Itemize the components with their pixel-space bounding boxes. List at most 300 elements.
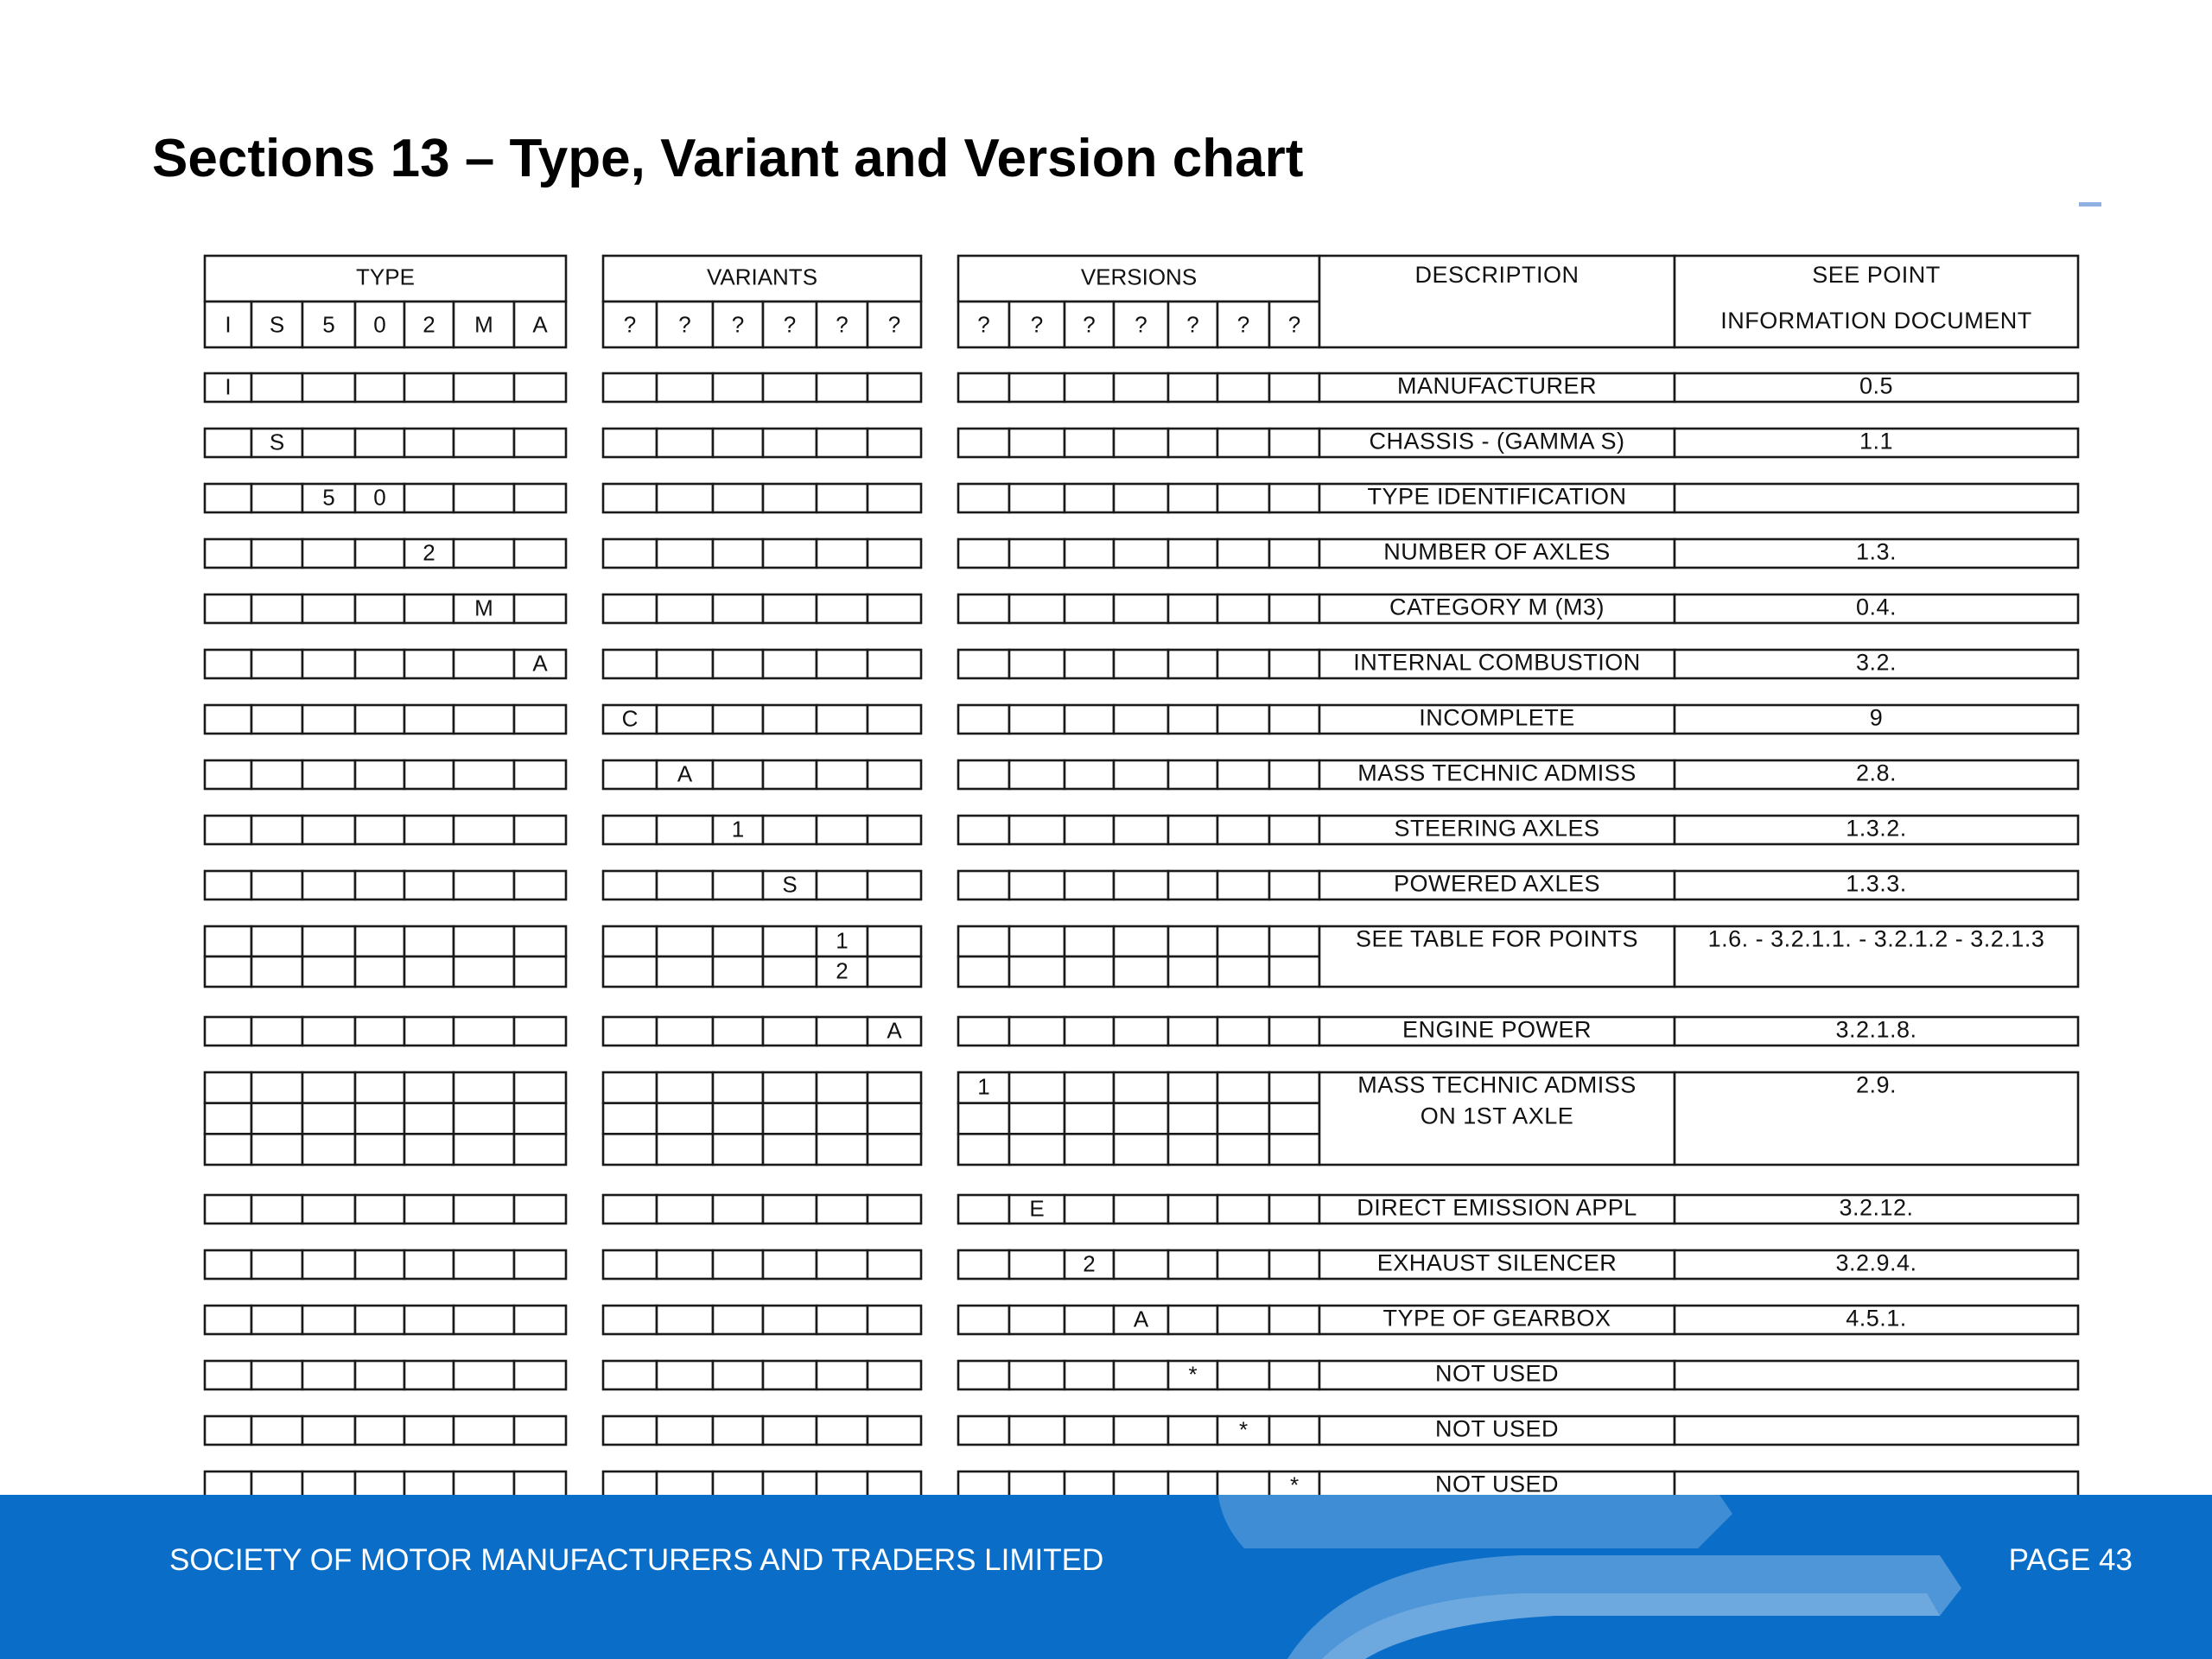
row-14-see-point: 3.2.12.: [1839, 1194, 1914, 1221]
row-4-variants-cell: [713, 539, 763, 568]
row-13-variants-cell: [868, 1072, 921, 1103]
row-8-type-cell: [514, 760, 566, 789]
row-6-type-cell: [251, 650, 302, 678]
row-13-type-cell: [404, 1072, 454, 1103]
row-6-variants-cell: [817, 650, 868, 678]
row-13-variants-cell: [713, 1134, 763, 1165]
row-2-versions-cell: [1065, 429, 1114, 457]
row-4-versions-cell: [1009, 539, 1065, 568]
row-1-versions-cell: [1065, 373, 1114, 402]
header-variants-code-char: ?: [887, 311, 901, 338]
row-2-mark-type: S: [269, 429, 285, 455]
header-type-code-char: S: [269, 311, 285, 338]
header-variants-code-char: ?: [623, 311, 637, 338]
row-11-versions-cell: [1168, 926, 1217, 957]
row-2-variants-cell: [868, 429, 921, 457]
row-4-type-cell: [454, 539, 514, 568]
header-type-code-char: 2: [423, 311, 435, 338]
row-17-point-cell: [1675, 1361, 2078, 1389]
row-11-versions-cell: [1065, 957, 1114, 987]
row-9-description: STEERING AXLES: [1394, 815, 1600, 842]
row-19-type-cell: [514, 1471, 566, 1495]
row-17-type-cell: [251, 1361, 302, 1389]
row-7-versions-cell: [1217, 705, 1269, 734]
row-9-versions-cell: [1009, 816, 1065, 844]
row-13-variants-cell: [763, 1103, 817, 1135]
row-4-versions-cell: [1168, 539, 1217, 568]
row-6-variants-cell: [868, 650, 921, 678]
row-11-versions-cell: [1217, 926, 1269, 957]
row-12-variants-cell: [603, 1017, 657, 1046]
row-13-type-cell: [355, 1134, 404, 1165]
row-3-variants-cell: [763, 484, 817, 512]
row-18-variants-cell: [817, 1416, 868, 1445]
row-16-type-cell: [205, 1306, 251, 1334]
row-1-type-cell: [404, 373, 454, 402]
row-7-variants-cell: [657, 705, 713, 734]
row-13-variants-cell: [603, 1072, 657, 1103]
row-13-variants-cell: [713, 1072, 763, 1103]
row-14-type-cell: [251, 1195, 302, 1224]
row-6-see-point: 3.2.: [1855, 649, 1897, 676]
row-13-versions-cell: [1168, 1134, 1217, 1165]
row-14-versions-cell: [1065, 1195, 1114, 1224]
row-2-versions-cell: [1269, 429, 1319, 457]
row-4-versions-cell: [1217, 539, 1269, 568]
row-9-variants-cell: [657, 816, 713, 844]
row-9-versions-cell: [1114, 816, 1168, 844]
row-13-type-cell: [355, 1103, 404, 1135]
row-3-type-cell: [404, 484, 454, 512]
row-13-versions-cell: [1065, 1103, 1114, 1135]
row-8-type-cell: [355, 760, 404, 789]
row-13-type-cell: [205, 1103, 251, 1135]
row-13-variants-cell: [713, 1103, 763, 1135]
row-2-description: CHASSIS - (GAMMA S): [1369, 428, 1625, 454]
footer-bar: [0, 1495, 2212, 1659]
row-13-see-point: 2.9.: [1855, 1071, 1897, 1098]
row-19-versions-cell: [1217, 1471, 1269, 1495]
row-9-mark-variants: 1: [731, 816, 745, 842]
row-13-type-cell: [251, 1072, 302, 1103]
row-7-versions-cell: [1114, 705, 1168, 734]
row-15-description: EXHAUST SILENCER: [1376, 1249, 1618, 1276]
row-9-see-point: 1.3.2.: [1846, 815, 1907, 842]
row-14-type-cell: [205, 1195, 251, 1224]
row-13-type-cell: [251, 1103, 302, 1135]
row-8-versions-cell: [1114, 760, 1168, 789]
row-16-variants-cell: [603, 1306, 657, 1334]
row-5-versions-cell: [1114, 594, 1168, 623]
row-9-variants-cell: [603, 816, 657, 844]
row-10-versions-cell: [1269, 871, 1319, 899]
row-11-type-cell: [514, 926, 566, 957]
row-9-type-cell: [355, 816, 404, 844]
row-13-variants-cell: [817, 1072, 868, 1103]
row-13-type-cell: [514, 1103, 566, 1135]
header-variants-code-char: ?: [783, 311, 797, 338]
row-7-type-cell: [355, 705, 404, 734]
row-18-type-cell: [205, 1416, 251, 1445]
row-8-type-cell: [302, 760, 355, 789]
row-17-variants-cell: [763, 1361, 817, 1389]
row-5-type-cell: [251, 594, 302, 623]
header-type-code-char: 0: [373, 311, 386, 338]
row-19-description: NOT USED: [1434, 1471, 1560, 1495]
row-7-versions-cell: [1009, 705, 1065, 734]
row-4-variants-cell: [763, 539, 817, 568]
row-13-type-cell: [404, 1103, 454, 1135]
row-16-variants-cell: [657, 1306, 713, 1334]
row-6-type-cell: [205, 650, 251, 678]
footer-organisation: SOCIETY OF MOTOR MANUFACTURERS AND TRADERS LIMITED: [169, 1543, 1104, 1577]
row-16-versions-cell: [958, 1306, 1009, 1334]
row-10-description: POWERED AXLES: [1393, 870, 1601, 897]
row-9-type-cell: [302, 816, 355, 844]
row-17-type-cell: [302, 1361, 355, 1389]
row-12-versions-cell: [1009, 1017, 1065, 1046]
row-17-versions-cell: [958, 1361, 1009, 1389]
row-13-type-cell: [302, 1134, 355, 1165]
row-2-versions-cell: [958, 429, 1009, 457]
row-9-type-cell: [205, 816, 251, 844]
row-16-versions-cell: [1009, 1306, 1065, 1334]
row-15-versions-cell: [1114, 1250, 1168, 1279]
row-12-type-cell: [251, 1017, 302, 1046]
row-2-type-cell: [454, 429, 514, 457]
row-4-description: NUMBER OF AXLES: [1383, 538, 1611, 565]
row-9-versions-cell: [1168, 816, 1217, 844]
row-10-versions-cell: [1065, 871, 1114, 899]
row-18-mark-versions: *: [1238, 1416, 1249, 1443]
row-12-type-cell: [302, 1017, 355, 1046]
row-5-versions-cell: [1269, 594, 1319, 623]
row-6-variants-cell: [657, 650, 713, 678]
row-16-variants-cell: [763, 1306, 817, 1334]
header-type-label: TYPE: [356, 264, 415, 290]
row-1-type-cell: [355, 373, 404, 402]
row-2-versions-cell: [1009, 429, 1065, 457]
row-13-type-cell: [251, 1134, 302, 1165]
row-16-description: TYPE OF GEARBOX: [1382, 1305, 1611, 1332]
row-2-variants-cell: [713, 429, 763, 457]
row-5-type-cell: [404, 594, 454, 623]
row-12-variants-cell: [657, 1017, 713, 1046]
row-13-variants-cell: [603, 1103, 657, 1135]
row-1-versions-cell: [1217, 373, 1269, 402]
row-13-type-cell: [514, 1072, 566, 1103]
header-versions-label: VERSIONS: [1080, 264, 1198, 290]
row-10-variants-cell: [817, 871, 868, 899]
header-description-label: DESCRIPTION: [1414, 262, 1580, 289]
row-4-variants-cell: [603, 539, 657, 568]
row-17-variants-cell: [603, 1361, 657, 1389]
row-16-type-cell: [404, 1306, 454, 1334]
row-11-variants-cell: [657, 926, 713, 957]
row-2-type-cell: [404, 429, 454, 457]
row-17-versions-cell: [1009, 1361, 1065, 1389]
row-8-variants-cell: [868, 760, 921, 789]
row-17-type-cell: [514, 1361, 566, 1389]
row-7-variants-cell: [868, 705, 921, 734]
row-1-type-cell: [454, 373, 514, 402]
row-11-mark-variants: 2: [836, 957, 849, 984]
row-9-variants-cell: [868, 816, 921, 844]
row-2-variants-cell: [817, 429, 868, 457]
row-13-type-cell: [454, 1134, 514, 1165]
row-12-versions-cell: [1168, 1017, 1217, 1046]
row-11-variants-cell: [868, 957, 921, 987]
row-12-mark-variants: A: [887, 1017, 902, 1044]
row-7-versions-cell: [1269, 705, 1319, 734]
row-13-versions-cell: [1217, 1134, 1269, 1165]
row-15-type-cell: [404, 1250, 454, 1279]
row-11-variants-cell: [868, 926, 921, 957]
row-1-versions-cell: [1114, 373, 1168, 402]
row-8-variants-cell: [817, 760, 868, 789]
row-17-versions-cell: [1217, 1361, 1269, 1389]
row-17-versions-cell: [1065, 1361, 1114, 1389]
row-13-versions-cell: [1065, 1072, 1114, 1103]
header-type-code-char: 5: [322, 311, 335, 338]
row-7-variants-cell: [713, 705, 763, 734]
row-11-variants-cell: [603, 957, 657, 987]
row-9-type-cell: [404, 816, 454, 844]
row-8-variants-cell: [603, 760, 657, 789]
row-13-versions-cell: [1009, 1134, 1065, 1165]
row-12-type-cell: [205, 1017, 251, 1046]
row-13-type-cell: [302, 1072, 355, 1103]
row-1-see-point: 0.5: [1859, 372, 1894, 399]
row-19-type-cell: [251, 1471, 302, 1495]
row-8-mark-variants: A: [677, 760, 693, 787]
row-17-versions-cell: [1114, 1361, 1168, 1389]
row-2-variants-cell: [763, 429, 817, 457]
row-4-type-cell: [205, 539, 251, 568]
row-5-versions-cell: [958, 594, 1009, 623]
row-1-type-cell: [514, 373, 566, 402]
row-11-type-cell: [251, 957, 302, 987]
row-18-point-cell: [1675, 1416, 2078, 1445]
row-18-type-cell: [355, 1416, 404, 1445]
row-19-type-cell: [404, 1471, 454, 1495]
row-5-type-cell: [514, 594, 566, 623]
row-13-variants-cell: [657, 1072, 713, 1103]
row-19-mark-versions: *: [1289, 1471, 1300, 1495]
row-3-type-cell: [205, 484, 251, 512]
row-8-versions-cell: [1269, 760, 1319, 789]
row-13-variants-cell: [817, 1103, 868, 1135]
row-19-versions-cell: [1009, 1471, 1065, 1495]
row-3-variants-cell: [603, 484, 657, 512]
row-16-versions-cell: [1217, 1306, 1269, 1334]
row-11-versions-cell: [1114, 926, 1168, 957]
row-11-type-cell: [251, 926, 302, 957]
row-19-versions-cell: [1065, 1471, 1114, 1495]
row-18-versions-cell: [1009, 1416, 1065, 1445]
row-11-versions-cell: [1009, 957, 1065, 987]
row-19-variants-cell: [763, 1471, 817, 1495]
row-13-type-cell: [302, 1103, 355, 1135]
row-10-variants-cell: [603, 871, 657, 899]
row-13-versions-cell: [1217, 1103, 1269, 1135]
row-13-variants-cell: [817, 1134, 868, 1165]
row-17-description: NOT USED: [1434, 1360, 1560, 1387]
row-19-type-cell: [355, 1471, 404, 1495]
row-5-variants-cell: [763, 594, 817, 623]
slide-title: Sections 13 – Type, Variant and Version chart: [152, 129, 1304, 188]
row-9-type-cell: [251, 816, 302, 844]
row-7-type-cell: [454, 705, 514, 734]
row-19-type-cell: [454, 1471, 514, 1495]
row-14-variants-cell: [763, 1195, 817, 1224]
row-3-versions-cell: [1168, 484, 1217, 512]
row-7-type-cell: [205, 705, 251, 734]
row-5-variants-cell: [713, 594, 763, 623]
row-3-variants-cell: [817, 484, 868, 512]
row-4-type-cell: [514, 539, 566, 568]
row-13-versions-cell: [1217, 1072, 1269, 1103]
row-8-versions-cell: [958, 760, 1009, 789]
row-11-versions-cell: [1168, 957, 1217, 987]
row-11-type-cell: [355, 926, 404, 957]
row-6-versions-cell: [1114, 650, 1168, 678]
row-15-versions-cell: [1009, 1250, 1065, 1279]
row-12-type-cell: [404, 1017, 454, 1046]
header-versions-code-char: ?: [977, 311, 990, 338]
row-13-variants-cell: [868, 1134, 921, 1165]
row-18-variants-cell: [603, 1416, 657, 1445]
row-14-variants-cell: [817, 1195, 868, 1224]
row-15-type-cell: [514, 1250, 566, 1279]
row-4-versions-cell: [1269, 539, 1319, 568]
header-versions-code-char: ?: [1135, 311, 1147, 338]
row-8-see-point: 2.8.: [1855, 760, 1897, 786]
row-14-description: DIRECT EMISSION APPL: [1357, 1194, 1637, 1221]
row-3-mark-type: 0: [373, 484, 386, 511]
row-5-versions-cell: [1168, 594, 1217, 623]
row-2-type-cell: [355, 429, 404, 457]
header-info-document-label: INFORMATION DOCUMENT: [1720, 308, 2032, 334]
row-11-variants-cell: [763, 926, 817, 957]
row-11-type-cell: [205, 957, 251, 987]
row-5-mark-type: M: [474, 594, 493, 621]
row-11-versions-cell: [1009, 926, 1065, 957]
row-6-description: INTERNAL COMBUSTION: [1353, 649, 1641, 676]
row-10-versions-cell: [1009, 871, 1065, 899]
row-13-variants-cell: [657, 1103, 713, 1135]
row-10-variants-cell: [657, 871, 713, 899]
row-5-variants-cell: [603, 594, 657, 623]
row-10-type-cell: [404, 871, 454, 899]
row-14-versions-cell: [958, 1195, 1009, 1224]
row-16-variants-cell: [868, 1306, 921, 1334]
row-15-type-cell: [251, 1250, 302, 1279]
row-17-variants-cell: [817, 1361, 868, 1389]
row-10-variants-cell: [713, 871, 763, 899]
row-6-type-cell: [454, 650, 514, 678]
row-17-variants-cell: [657, 1361, 713, 1389]
row-14-variants-cell: [603, 1195, 657, 1224]
row-3-variants-cell: [713, 484, 763, 512]
row-18-type-cell: [302, 1416, 355, 1445]
row-8-versions-cell: [1217, 760, 1269, 789]
row-17-type-cell: [454, 1361, 514, 1389]
row-1-versions-cell: [1009, 373, 1065, 402]
row-5-variants-cell: [657, 594, 713, 623]
header-type-code-char: A: [532, 311, 548, 338]
row-17-type-cell: [205, 1361, 251, 1389]
row-18-variants-cell: [868, 1416, 921, 1445]
row-7-type-cell: [302, 705, 355, 734]
row-8-type-cell: [454, 760, 514, 789]
row-13-type-cell: [205, 1134, 251, 1165]
row-9-type-cell: [454, 816, 514, 844]
row-13-variants-cell: [763, 1072, 817, 1103]
footer-page-number: PAGE 43: [2008, 1543, 2133, 1577]
row-1-mark-type: I: [225, 373, 232, 400]
row-7-description: INCOMPLETE: [1419, 704, 1575, 731]
row-7-type-cell: [251, 705, 302, 734]
row-12-type-cell: [454, 1017, 514, 1046]
row-11-variants-cell: [713, 926, 763, 957]
row-6-versions-cell: [1065, 650, 1114, 678]
row-10-type-cell: [355, 871, 404, 899]
row-8-variants-cell: [763, 760, 817, 789]
row-14-versions-cell: [1168, 1195, 1217, 1224]
row-19-variants-cell: [868, 1471, 921, 1495]
row-10-type-cell: [514, 871, 566, 899]
row-14-type-cell: [355, 1195, 404, 1224]
header-see-point-label: SEE POINT: [1812, 262, 1941, 289]
row-5-type-cell: [302, 594, 355, 623]
row-7-type-cell: [404, 705, 454, 734]
row-15-type-cell: [205, 1250, 251, 1279]
row-11-versions-cell: [958, 957, 1009, 987]
row-5-versions-cell: [1217, 594, 1269, 623]
header-type-code-char: M: [474, 311, 493, 338]
row-1-description: MANUFACTURER: [1396, 372, 1598, 399]
row-6-variants-cell: [713, 650, 763, 678]
row-19-versions-cell: [958, 1471, 1009, 1495]
row-8-type-cell: [251, 760, 302, 789]
row-7-variants-cell: [763, 705, 817, 734]
row-15-mark-versions: 2: [1083, 1250, 1096, 1277]
row-4-type-cell: [302, 539, 355, 568]
row-5-description: CATEGORY M (M3): [1389, 594, 1605, 620]
row-12-versions-cell: [1269, 1017, 1319, 1046]
row-10-versions-cell: [1217, 871, 1269, 899]
row-4-type-cell: [355, 539, 404, 568]
row-13-type-cell: [205, 1072, 251, 1103]
row-10-see-point: 1.3.3.: [1846, 870, 1907, 897]
row-10-type-cell: [251, 871, 302, 899]
row-13-versions-cell: [1114, 1134, 1168, 1165]
row-15-variants-cell: [603, 1250, 657, 1279]
row-16-mark-versions: A: [1133, 1306, 1149, 1332]
row-14-mark-versions: E: [1029, 1195, 1045, 1222]
row-12-variants-cell: [817, 1017, 868, 1046]
row-18-type-cell: [404, 1416, 454, 1445]
row-4-see-point: 1.3.: [1855, 538, 1897, 565]
row-12-variants-cell: [713, 1017, 763, 1046]
row-11-versions-cell: [958, 926, 1009, 957]
row-13-type-cell: [404, 1134, 454, 1165]
row-4-variants-cell: [657, 539, 713, 568]
row-13-variants-cell: [603, 1134, 657, 1165]
row-18-variants-cell: [763, 1416, 817, 1445]
row-10-mark-variants: S: [782, 871, 798, 898]
